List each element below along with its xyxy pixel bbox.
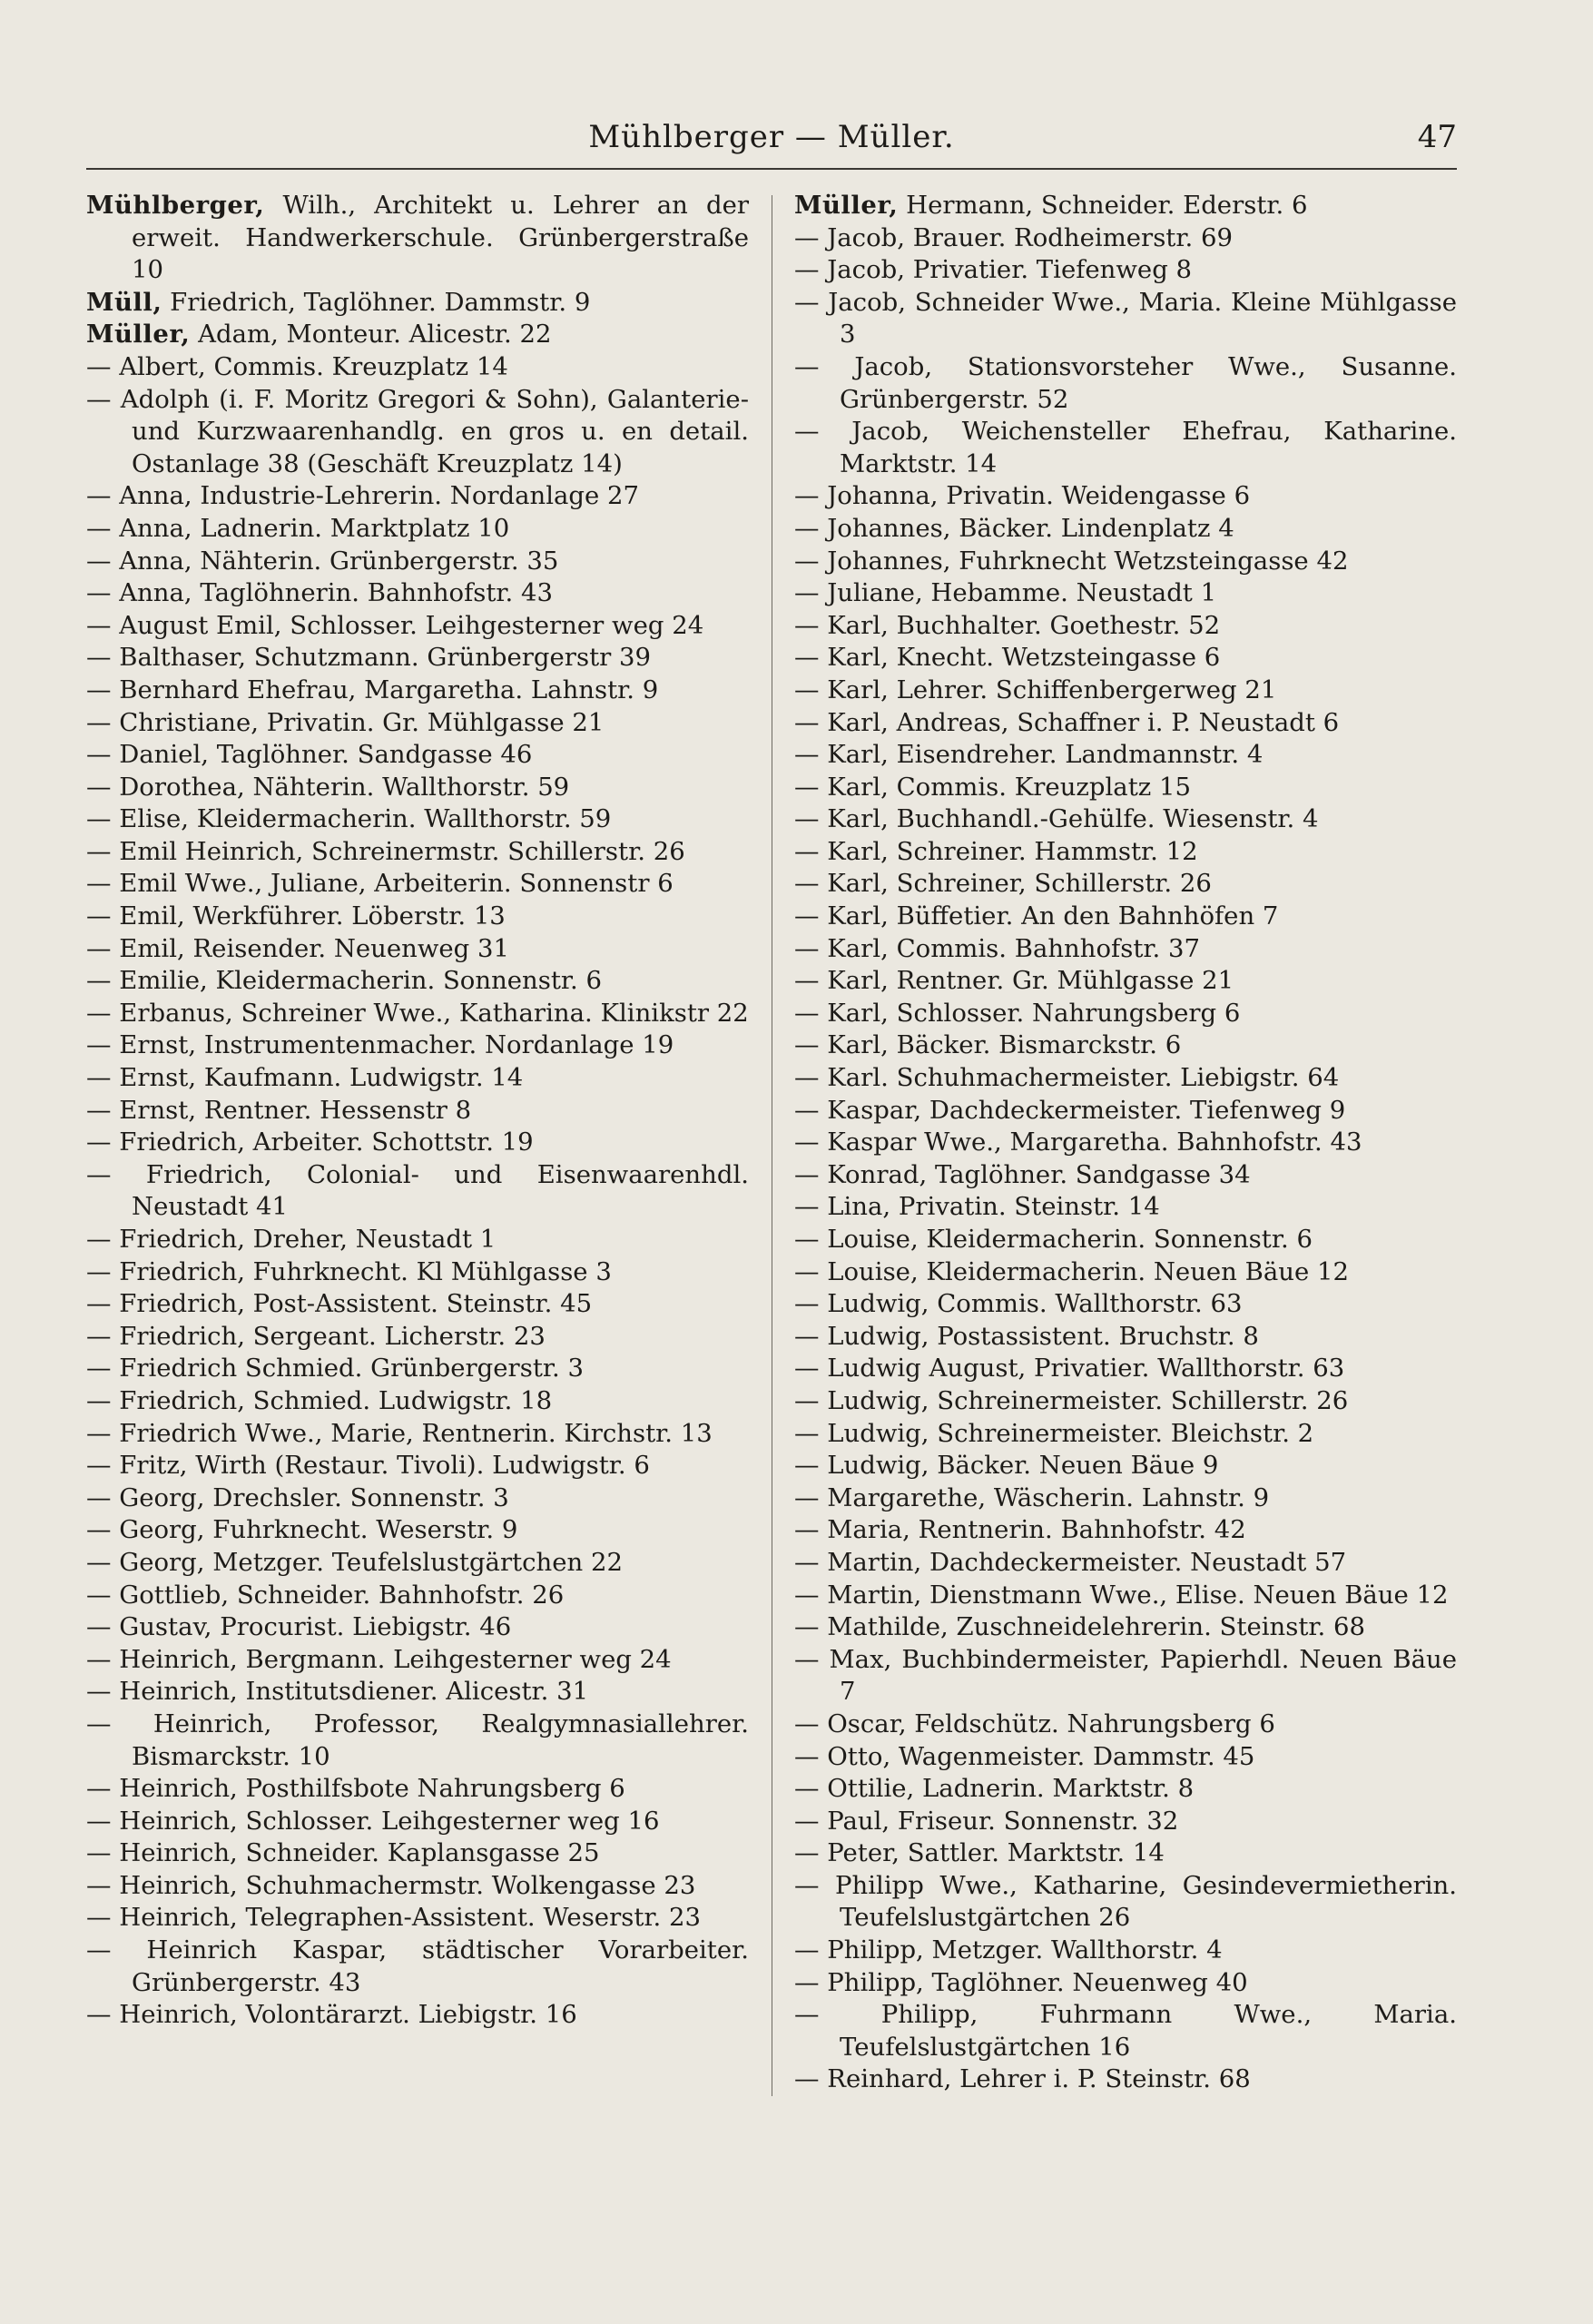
surname-heading: Müll, bbox=[86, 287, 162, 317]
directory-entry bbox=[86, 319, 749, 351]
entry-text: — Albert, Commis. Kreuzplatz 14 bbox=[86, 351, 508, 381]
page-header bbox=[86, 113, 1457, 170]
directory-entry bbox=[794, 1967, 1457, 2000]
directory-entry bbox=[86, 998, 749, 1030]
page-number: 47 bbox=[1417, 119, 1457, 155]
entry-text: — Karl, Schreiner. Hammstr. 12 bbox=[794, 836, 1198, 866]
directory-entry bbox=[794, 1353, 1457, 1385]
directory-entry bbox=[86, 1385, 749, 1418]
entry-text: — Karl, Commis. Kreuzplatz 15 bbox=[794, 772, 1191, 802]
directory-entry bbox=[794, 1482, 1457, 1515]
directory-entry bbox=[794, 1029, 1457, 1062]
entry-text: — Friedrich, Sergeant. Licherstr. 23 bbox=[86, 1321, 546, 1351]
entry-text: — Paul, Friseur. Sonnenstr. 32 bbox=[794, 1806, 1179, 1836]
entry-text: — Heinrich, Schneider. Kaplansgasse 25 bbox=[86, 1838, 600, 1868]
entry-text: — Heinrich, Posthilfsbote Nahrungsberg 6 bbox=[86, 1774, 625, 1804]
directory-entry bbox=[794, 1741, 1457, 1774]
entry-text: — Karl, Eisendreher. Landmannstr. 4 bbox=[794, 740, 1264, 770]
directory-entry bbox=[794, 610, 1457, 643]
entry-text: — Philipp, Metzger. Wallthorstr. 4 bbox=[794, 1935, 1223, 1965]
entry-text: — Ernst, Instrumentenmacher. Nordanlage 19 bbox=[86, 1030, 674, 1060]
entry-text: — Karl, Büffetier. An den Bahnhöfen 7 bbox=[794, 901, 1279, 931]
directory-entry bbox=[794, 513, 1457, 546]
directory-entry bbox=[86, 675, 749, 707]
directory-entry bbox=[86, 1256, 749, 1289]
entry-text: — Oscar, Feldschütz. Nahrungsberg 6 bbox=[794, 1709, 1275, 1738]
entry-text: — Philipp Wwe., Katharine, Gesindevermietherin. Teufelslustgärtchen 26 bbox=[794, 1870, 1457, 1933]
directory-entry bbox=[794, 190, 1457, 222]
directory-entry bbox=[86, 1611, 749, 1644]
entry-text: — Mathilde, Zuschneidelehrerin. Steinstr. 68 bbox=[794, 1612, 1365, 1642]
entry-text: — Karl, Buchhalter. Goethestr. 52 bbox=[794, 610, 1221, 640]
directory-entry bbox=[86, 1029, 749, 1062]
directory-entry bbox=[86, 513, 749, 546]
entry-text: — Heinrich, Bergmann. Leihgesterner weg 24 bbox=[86, 1644, 672, 1674]
entry-text: — Erbanus, Schreiner Wwe., Katharina. Klinikstr 22 bbox=[86, 998, 749, 1028]
directory-entry bbox=[794, 1580, 1457, 1612]
entry-text: — Friedrich, Colonial- und Eisenwaarenhdl. Neustadt 41 bbox=[86, 1159, 749, 1222]
entry-text: — Karl. Schuhmachermeister. Liebigstr. 64 bbox=[794, 1063, 1340, 1093]
directory-entry bbox=[86, 1676, 749, 1709]
left-column bbox=[86, 190, 749, 2096]
entry-text: — Jacob, Schneider Wwe., Maria. Kleine Mühlgasse 3 bbox=[794, 287, 1457, 350]
entry-text: — Ludwig, Schreinermeister. Schillerstr. 26 bbox=[794, 1385, 1349, 1415]
directory-entry bbox=[794, 901, 1457, 933]
directory-entry bbox=[86, 1159, 749, 1224]
directory-entry bbox=[86, 1288, 749, 1321]
directory-entry bbox=[794, 739, 1457, 772]
entry-text: — Ludwig August, Privatier. Wallthorstr. 63 bbox=[794, 1354, 1345, 1384]
entry-text: — Heinrich, Schlosser. Leihgesterner weg 16 bbox=[86, 1806, 660, 1836]
entry-text: — Karl, Andreas, Schaffner i. P. Neustadt 6 bbox=[794, 707, 1340, 737]
directory-entry bbox=[794, 1709, 1457, 1741]
directory-entry bbox=[86, 1999, 749, 2032]
entry-text: — August Emil, Schlosser. Leihgesterner weg 24 bbox=[86, 610, 704, 640]
entry-text: — Friedrich Wwe., Marie, Rentnerin. Kirchstr. 13 bbox=[86, 1418, 713, 1448]
entry-text: — Philipp, Fuhrmann Wwe., Maria. Teufelslustgärtchen 16 bbox=[794, 2000, 1457, 2062]
entry-text: — Jacob, Brauer. Rodheimerstr. 69 bbox=[794, 222, 1233, 252]
surname-heading: Müller, bbox=[794, 191, 899, 220]
surname-heading: Mühlberger, bbox=[86, 191, 265, 220]
entry-text: — Karl, Buchhandl.-Gehülfe. Wiesenstr. 4 bbox=[794, 804, 1319, 834]
entry-text: — Emilie, Kleidermacherin. Sonnenstr. 6 bbox=[86, 966, 603, 996]
entry-text: — Karl, Rentner. Gr. Mühlgasse 21 bbox=[794, 966, 1234, 996]
directory-entry bbox=[794, 1288, 1457, 1321]
directory-entry bbox=[794, 1644, 1457, 1709]
directory-entry bbox=[794, 351, 1457, 416]
directory-entry bbox=[86, 546, 749, 578]
directory-entry bbox=[86, 351, 749, 384]
entry-text: — Ernst, Kaufmann. Ludwigstr. 14 bbox=[86, 1063, 524, 1093]
directory-entry bbox=[86, 577, 749, 610]
directory-entry bbox=[86, 1870, 749, 1903]
entry-text: — Friedrich, Arbeiter. Schottstr. 19 bbox=[86, 1128, 534, 1157]
directory-entry bbox=[86, 1709, 749, 1773]
entry-text: — Karl, Schreiner, Schillerstr. 26 bbox=[794, 869, 1212, 899]
directory-entry bbox=[86, 190, 749, 287]
directory-entry bbox=[86, 1127, 749, 1159]
directory-entry bbox=[86, 707, 749, 740]
entry-text: — Friedrich, Fuhrknecht. Kl Mühlgasse 3 bbox=[86, 1256, 612, 1286]
directory-entry bbox=[794, 836, 1457, 869]
entry-text: — Jacob, Privatier. Tiefenweg 8 bbox=[794, 255, 1193, 285]
entry-text: — Balthaser, Schutzmann. Grünbergerstr 39 bbox=[86, 643, 651, 673]
entry-text: — Georg, Drechsler. Sonnenstr. 3 bbox=[86, 1482, 509, 1512]
directory-entry bbox=[86, 933, 749, 966]
directory-entry bbox=[794, 546, 1457, 578]
directory-entry bbox=[794, 1224, 1457, 1256]
directory-entry bbox=[794, 707, 1457, 740]
right-column bbox=[794, 190, 1457, 2096]
entry-text: — Georg, Fuhrknecht. Weserstr. 9 bbox=[86, 1515, 518, 1545]
entry-text: — Friedrich, Dreher, Neustadt 1 bbox=[86, 1225, 497, 1254]
directory-entry bbox=[794, 1385, 1457, 1418]
directory-entry bbox=[794, 287, 1457, 351]
directory-entry bbox=[794, 1159, 1457, 1192]
entry-text: — Heinrich Kaspar, städtischer Vorarbeiter. Grünbergerstr. 43 bbox=[86, 1935, 749, 1997]
entry-text: — Karl, Bäcker. Bismarckstr. 6 bbox=[794, 1030, 1182, 1060]
directory-entry bbox=[86, 901, 749, 933]
directory-entry bbox=[794, 416, 1457, 480]
entry-text: — Lina, Privatin. Steinstr. 14 bbox=[794, 1192, 1160, 1222]
entry-text: — Friedrich, Schmied. Ludwigstr. 18 bbox=[86, 1385, 553, 1415]
directory-entry bbox=[86, 1095, 749, 1128]
entry-text: — Elise, Kleidermacherin. Wallthorstr. 59 bbox=[86, 804, 612, 834]
directory-entry bbox=[794, 254, 1457, 287]
entry-text: — Peter, Sattler. Marktstr. 14 bbox=[794, 1838, 1165, 1868]
entry-text: Friedrich, Taglöhner. Dammstr. 9 bbox=[162, 287, 591, 317]
directory-columns bbox=[86, 190, 1457, 2096]
surname-heading: Müller, bbox=[86, 320, 191, 350]
entry-text: — Gustav, Procurist. Liebigstr. 46 bbox=[86, 1612, 512, 1642]
entry-text: — Heinrich, Institutsdiener. Alicestr. 31 bbox=[86, 1677, 589, 1707]
entry-text: — Gottlieb, Schneider. Bahnhofstr. 26 bbox=[86, 1580, 565, 1610]
directory-entry bbox=[794, 642, 1457, 675]
directory-entry bbox=[794, 2063, 1457, 2096]
directory-entry bbox=[86, 1224, 749, 1256]
directory-entry bbox=[86, 642, 749, 675]
entry-text: — Maria, Rentnerin. Bahnhofstr. 42 bbox=[794, 1515, 1246, 1545]
directory-entry bbox=[86, 803, 749, 836]
directory-entry bbox=[86, 384, 749, 481]
directory-entry bbox=[86, 1547, 749, 1580]
directory-entry bbox=[794, 868, 1457, 901]
directory-entry bbox=[794, 1418, 1457, 1451]
directory-entry bbox=[794, 1095, 1457, 1128]
entry-text: — Ludwig, Schreinermeister. Bleichstr. 2 bbox=[794, 1418, 1314, 1448]
directory-entry bbox=[86, 1773, 749, 1806]
entry-text: — Emil Heinrich, Schreinermstr. Schillerstr. 26 bbox=[86, 836, 685, 866]
directory-entry bbox=[794, 1935, 1457, 1967]
directory-entry bbox=[794, 1773, 1457, 1806]
directory-entry bbox=[86, 868, 749, 901]
entry-text: — Karl, Lehrer. Schiffenbergerweg 21 bbox=[794, 675, 1277, 704]
entry-text: — Heinrich, Professor, Realgymnasiallehrer. Bismarckstr. 10 bbox=[86, 1709, 749, 1771]
entry-text: — Jacob, Stationsvorsteher Wwe., Susanne. Grünbergerstr. 52 bbox=[794, 351, 1457, 414]
entry-text: Adam, Monteur. Alicestr. 22 bbox=[190, 320, 552, 350]
directory-entry bbox=[86, 610, 749, 643]
entry-text: — Heinrich, Volontärarzt. Liebigstr. 16 bbox=[86, 2000, 577, 2030]
entry-text: — Ludwig, Bäcker. Neuen Bäue 9 bbox=[794, 1451, 1219, 1481]
entry-text: — Bernhard Ehefrau, Margaretha. Lahnstr. 9 bbox=[86, 675, 659, 704]
entry-text: — Kaspar, Dachdeckermeister. Tiefenweg 9 bbox=[794, 1095, 1346, 1125]
entry-text: — Emil, Reisender. Neuenweg 31 bbox=[86, 933, 510, 963]
directory-entry bbox=[86, 1450, 749, 1482]
entry-text: — Heinrich, Schuhmachermstr. Wolkengasse 23 bbox=[86, 1870, 696, 1900]
entry-text: — Friedrich, Post-Assistent. Steinstr. 45 bbox=[86, 1289, 593, 1319]
entry-text: — Georg, Metzger. Teufelslustgärtchen 22 bbox=[86, 1547, 623, 1577]
entry-text: — Konrad, Taglöhner. Sandgasse 34 bbox=[794, 1159, 1251, 1189]
entry-text: — Anna, Taglöhnerin. Bahnhofstr. 43 bbox=[86, 578, 554, 608]
directory-entry bbox=[794, 1806, 1457, 1838]
directory-entry bbox=[86, 1321, 749, 1354]
directory-entry bbox=[794, 1062, 1457, 1095]
directory-entry bbox=[794, 772, 1457, 804]
directory-entry bbox=[794, 1321, 1457, 1354]
entry-text: — Karl, Commis. Bahnhofstr. 37 bbox=[794, 933, 1200, 963]
entry-text: — Martin, Dachdeckermeister. Neustadt 57 bbox=[794, 1547, 1347, 1577]
directory-entry bbox=[86, 1514, 749, 1547]
directory-entry bbox=[86, 772, 749, 804]
entry-text: — Adolph (i. F. Moritz Gregori & Sohn), Galanterie- und Kurzwaarenhandlg. en gros u. en detail. Ostanlage 38 (Geschäft Kreuzplatz 14) bbox=[86, 384, 749, 478]
entry-text: — Jacob, Weichensteller Ehefrau, Katharine. Marktstr. 14 bbox=[794, 417, 1457, 478]
entry-text: — Daniel, Taglöhner. Sandgasse 46 bbox=[86, 740, 533, 770]
directory-entry bbox=[794, 1191, 1457, 1224]
entry-text: — Johannes, Bäcker. Lindenplatz 4 bbox=[794, 513, 1234, 543]
directory-entry bbox=[794, 675, 1457, 707]
directory-entry bbox=[86, 1902, 749, 1935]
directory-entry bbox=[794, 1999, 1457, 2063]
directory-entry bbox=[86, 1806, 749, 1838]
entry-text: — Emil Wwe., Juliane, Arbeiterin. Sonnenstr 6 bbox=[86, 869, 674, 899]
entry-text: — Louise, Kleidermacherin. Neuen Bäue 12 bbox=[794, 1256, 1349, 1286]
entry-text: — Fritz, Wirth (Restaur. Tivoli). Ludwigstr. 6 bbox=[86, 1451, 650, 1481]
entry-text: — Johanna, Privatin. Weidengasse 6 bbox=[794, 481, 1251, 511]
directory-entry bbox=[86, 1644, 749, 1677]
directory-entry bbox=[86, 480, 749, 513]
directory-entry bbox=[86, 1418, 749, 1451]
entry-text: — Louise, Kleidermacherin. Sonnenstr. 6 bbox=[794, 1225, 1313, 1254]
entry-text: — Ludwig, Commis. Wallthorstr. 63 bbox=[794, 1289, 1243, 1319]
entry-text: Hermann, Schneider. Ederstr. 6 bbox=[898, 191, 1308, 220]
directory-entry bbox=[794, 1256, 1457, 1289]
entry-text: — Reinhard, Lehrer i. P. Steinstr. 68 bbox=[794, 2064, 1251, 2094]
entry-text: — Philipp, Taglöhner. Neuenweg 40 bbox=[794, 1967, 1248, 1997]
entry-text: Wilh., Architekt u. Lehrer an der erweit. Handwerkerschule. Grünbergerstraße 10 bbox=[132, 191, 749, 285]
entry-text: — Dorothea, Nähterin. Wallthorstr. 59 bbox=[86, 772, 570, 802]
directory-entry bbox=[794, 965, 1457, 998]
entry-text: — Anna, Industrie-Lehrerin. Nordanlage 27 bbox=[86, 481, 640, 511]
directory-entry bbox=[794, 1514, 1457, 1547]
directory-entry bbox=[794, 222, 1457, 255]
entry-text: — Karl, Knecht. Wetzsteingasse 6 bbox=[794, 643, 1221, 673]
directory-entry bbox=[794, 1837, 1457, 1870]
entry-text: — Christiane, Privatin. Gr. Mühlgasse 21 bbox=[86, 707, 605, 737]
directory-entry bbox=[86, 1062, 749, 1095]
entry-text: — Ludwig, Postassistent. Bruchstr. 8 bbox=[794, 1321, 1259, 1351]
directory-entry bbox=[794, 1611, 1457, 1644]
entry-text: — Anna, Ladnerin. Marktplatz 10 bbox=[86, 513, 510, 543]
entry-text: — Johannes, Fuhrknecht Wetzsteingasse 42 bbox=[794, 546, 1349, 576]
entry-text: — Ernst, Rentner. Hessenstr 8 bbox=[86, 1095, 472, 1125]
entry-text: — Anna, Nähterin. Grünbergerstr. 35 bbox=[86, 546, 559, 576]
entry-text: — Juliane, Hebamme. Neustadt 1 bbox=[794, 578, 1217, 608]
directory-entry bbox=[86, 1482, 749, 1515]
directory-entry bbox=[794, 998, 1457, 1030]
entry-text: — Ottilie, Ladnerin. Marktstr. 8 bbox=[794, 1774, 1195, 1804]
entry-text: — Max, Buchbindermeister, Papierhdl. Neuen Bäue 7 bbox=[794, 1644, 1457, 1707]
entry-text: — Otto, Wagenmeister. Dammstr. 45 bbox=[794, 1741, 1255, 1771]
running-title: Mühlberger — Müller. bbox=[588, 119, 955, 155]
entry-text: — Martin, Dienstmann Wwe., Elise. Neuen Bäue 12 bbox=[794, 1580, 1449, 1610]
directory-entry bbox=[86, 287, 749, 320]
entry-text: — Emil, Werkführer. Löberstr. 13 bbox=[86, 901, 506, 931]
directory-entry bbox=[86, 1935, 749, 1999]
directory-entry bbox=[794, 577, 1457, 610]
directory-entry bbox=[794, 1450, 1457, 1482]
directory-entry bbox=[86, 739, 749, 772]
directory-entry bbox=[86, 965, 749, 998]
entry-text: — Friedrich Schmied. Grünbergerstr. 3 bbox=[86, 1354, 584, 1384]
entry-text: — Kaspar Wwe., Margaretha. Bahnhofstr. 43 bbox=[794, 1128, 1362, 1157]
directory-entry bbox=[86, 1580, 749, 1612]
entry-text: — Margarethe, Wäscherin. Lahnstr. 9 bbox=[794, 1482, 1270, 1512]
directory-entry bbox=[794, 1870, 1457, 1935]
directory-entry bbox=[86, 1353, 749, 1385]
directory-entry bbox=[794, 480, 1457, 513]
directory-entry bbox=[794, 1127, 1457, 1159]
directory-entry bbox=[794, 1547, 1457, 1580]
directory-entry bbox=[794, 933, 1457, 966]
directory-entry bbox=[86, 836, 749, 869]
entry-text: — Heinrich, Telegraphen-Assistent. Weserstr. 23 bbox=[86, 1903, 701, 1933]
entry-text: — Karl, Schlosser. Nahrungsberg 6 bbox=[794, 998, 1241, 1028]
directory-entry bbox=[794, 803, 1457, 836]
directory-entry bbox=[86, 1837, 749, 1870]
